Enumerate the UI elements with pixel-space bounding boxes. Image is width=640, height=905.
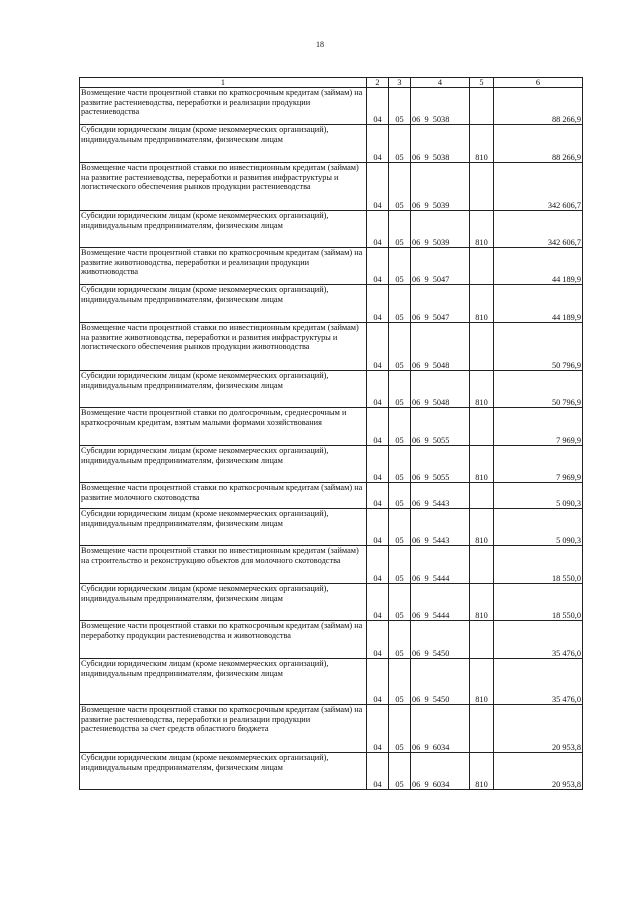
row-subsection: 05 <box>389 621 411 659</box>
row-subsection: 05 <box>389 659 411 705</box>
row-section: 04 <box>367 248 389 285</box>
row-subsection: 05 <box>389 323 411 371</box>
table-row <box>80 621 583 659</box>
table-row <box>80 659 583 705</box>
header-col-3: 3 <box>389 78 411 88</box>
row-expense-type <box>470 621 494 659</box>
table-row <box>80 88 583 125</box>
row-expense-type: 810 <box>470 285 494 323</box>
row-subsection: 05 <box>389 248 411 285</box>
row-section: 04 <box>367 621 389 659</box>
row-section: 04 <box>367 546 389 584</box>
table-row <box>80 371 583 408</box>
row-name: Возмещение части процентной ставки по инвестиционным кредитам (займам) на развитие растениеводства, переработки и развития инфраструктуры и логистического обеспечения рынков продукции растениеводства <box>80 163 367 211</box>
row-subsection: 05 <box>389 753 411 790</box>
row-name: Возмещение части процентной ставки по краткосрочным кредитам (займам) на переработку продукции растениеводства и животноводства <box>80 621 367 659</box>
row-section: 04 <box>367 705 389 753</box>
row-amount: 342 606,7 <box>494 163 583 211</box>
row-section: 04 <box>367 371 389 408</box>
row-name: Субсидии юридическим лицам (кроме некоммерческих организаций), индивидуальным предпринимателям, физическим лицам <box>80 371 367 408</box>
row-target-code: 06 9 5039 <box>411 163 470 211</box>
row-name: Субсидии юридическим лицам (кроме некоммерческих организаций), индивидуальным предпринимателям, физическим лицам <box>80 509 367 546</box>
row-name: Возмещение части процентной ставки по инвестиционным кредитам (займам) на развитие животноводства, переработки и развития инфраструктуры и логистического обеспечения рынков продукции животноводства <box>80 323 367 371</box>
row-expense-type: 810 <box>470 584 494 621</box>
row-amount: 5 090,3 <box>494 509 583 546</box>
row-amount: 35 476,0 <box>494 621 583 659</box>
row-section: 04 <box>367 753 389 790</box>
row-expense-type <box>470 88 494 125</box>
row-amount: 7 969,9 <box>494 408 583 446</box>
row-section: 04 <box>367 446 389 483</box>
row-amount: 20 953,8 <box>494 753 583 790</box>
row-name: Субсидии юридическим лицам (кроме некоммерческих организаций), индивидуальным предпринимателям, физическим лицам <box>80 753 367 790</box>
row-name: Субсидии юридическим лицам (кроме некоммерческих организаций), индивидуальным предпринимателям, физическим лицам <box>80 125 367 163</box>
row-subsection: 05 <box>389 509 411 546</box>
row-target-code: 06 9 6034 <box>411 753 470 790</box>
row-subsection: 05 <box>389 483 411 509</box>
table-row <box>80 705 583 753</box>
row-section: 04 <box>367 285 389 323</box>
page-number: 18 <box>316 40 324 49</box>
row-section: 04 <box>367 408 389 446</box>
row-amount: 35 476,0 <box>494 659 583 705</box>
row-section: 04 <box>367 88 389 125</box>
row-name: Субсидии юридическим лицам (кроме некоммерческих организаций), индивидуальным предпринимателям, физическим лицам <box>80 285 367 323</box>
row-subsection: 05 <box>389 584 411 621</box>
row-section: 04 <box>367 211 389 248</box>
header-col-5: 5 <box>470 78 494 88</box>
row-target-code: 06 9 5444 <box>411 584 470 621</box>
table-row <box>80 248 583 285</box>
row-amount: 18 550,0 <box>494 546 583 584</box>
table-body <box>80 88 583 790</box>
row-subsection: 05 <box>389 371 411 408</box>
row-amount: 44 189,9 <box>494 285 583 323</box>
row-amount: 88 266,9 <box>494 88 583 125</box>
table-row <box>80 125 583 163</box>
row-subsection: 05 <box>389 285 411 323</box>
row-expense-type <box>470 705 494 753</box>
row-target-code: 06 9 5450 <box>411 621 470 659</box>
row-section: 04 <box>367 483 389 509</box>
row-expense-type <box>470 248 494 285</box>
row-subsection: 05 <box>389 408 411 446</box>
row-expense-type: 810 <box>470 211 494 248</box>
row-target-code: 06 9 5443 <box>411 483 470 509</box>
row-subsection: 05 <box>389 163 411 211</box>
row-section: 04 <box>367 323 389 371</box>
row-amount: 50 796,9 <box>494 323 583 371</box>
row-expense-type <box>470 483 494 509</box>
row-target-code: 06 9 5047 <box>411 285 470 323</box>
row-target-code: 06 9 5444 <box>411 546 470 584</box>
row-expense-type <box>470 163 494 211</box>
row-name: Субсидии юридическим лицам (кроме некоммерческих организаций), индивидуальным предпринимателям, физическим лицам <box>80 446 367 483</box>
table-row <box>80 323 583 371</box>
row-name: Субсидии юридическим лицам (кроме некоммерческих организаций), индивидуальным предпринимателям, физическим лицам <box>80 211 367 248</box>
table-row <box>80 163 583 211</box>
row-section: 04 <box>367 584 389 621</box>
row-amount: 88 266,9 <box>494 125 583 163</box>
row-name: Возмещение части процентной ставки по долгосрочным, среднесрочным и краткосрочным кредитам, взятым малыми формами хозяйствования <box>80 408 367 446</box>
row-expense-type: 810 <box>470 125 494 163</box>
table-row <box>80 753 583 790</box>
table-row <box>80 408 583 446</box>
table-row <box>80 509 583 546</box>
row-amount: 44 189,9 <box>494 248 583 285</box>
row-section: 04 <box>367 125 389 163</box>
row-amount: 5 090,3 <box>494 483 583 509</box>
row-target-code: 06 9 5450 <box>411 659 470 705</box>
row-expense-type: 810 <box>470 659 494 705</box>
row-subsection: 05 <box>389 446 411 483</box>
row-name: Возмещение части процентной ставки по краткосрочным кредитам (займам) на развитие растениеводства, переработки и реализации продукции растениеводства <box>80 88 367 125</box>
row-expense-type: 810 <box>470 509 494 546</box>
row-target-code: 06 9 5443 <box>411 509 470 546</box>
row-subsection: 05 <box>389 125 411 163</box>
row-subsection: 05 <box>389 546 411 584</box>
header-col-1: 1 <box>80 78 367 88</box>
row-expense-type: 810 <box>470 446 494 483</box>
row-target-code: 06 9 5055 <box>411 408 470 446</box>
row-target-code: 06 9 5038 <box>411 125 470 163</box>
row-amount: 50 796,9 <box>494 371 583 408</box>
row-subsection: 05 <box>389 211 411 248</box>
header-col-4: 4 <box>411 78 470 88</box>
row-target-code: 06 9 5055 <box>411 446 470 483</box>
table-row <box>80 285 583 323</box>
row-subsection: 05 <box>389 88 411 125</box>
table-row <box>80 483 583 509</box>
row-name: Субсидии юридическим лицам (кроме некоммерческих организаций), индивидуальным предпринимателям, физическим лицам <box>80 584 367 621</box>
row-section: 04 <box>367 659 389 705</box>
row-amount: 7 969,9 <box>494 446 583 483</box>
header-col-2: 2 <box>367 78 389 88</box>
table-row <box>80 211 583 248</box>
row-name: Возмещение части процентной ставки по краткосрочным кредитам (займам) на развитие молочного скотоводства <box>80 483 367 509</box>
budget-table <box>79 77 583 790</box>
row-amount: 342 606,7 <box>494 211 583 248</box>
header-col-6: 6 <box>494 78 583 88</box>
table-row <box>80 446 583 483</box>
row-name: Возмещение части процентной ставки по краткосрочным кредитам (займам) на развитие растениеводства, переработки и реализации продукции растениеводства за счет средств областного бюджета <box>80 705 367 753</box>
row-target-code: 06 9 5047 <box>411 248 470 285</box>
row-target-code: 06 9 6034 <box>411 705 470 753</box>
row-target-code: 06 9 5048 <box>411 323 470 371</box>
row-expense-type <box>470 323 494 371</box>
row-name: Возмещение части процентной ставки по краткосрочным кредитам (займам) на развитие животноводства, переработки и реализации продукции животноводства <box>80 248 367 285</box>
row-expense-type: 810 <box>470 371 494 408</box>
table-row <box>80 546 583 584</box>
row-section: 04 <box>367 509 389 546</box>
row-amount: 20 953,8 <box>494 705 583 753</box>
row-expense-type: 810 <box>470 753 494 790</box>
row-name: Субсидии юридическим лицам (кроме некоммерческих организаций), индивидуальным предпринимателям, физическим лицам <box>80 659 367 705</box>
row-target-code: 06 9 5039 <box>411 211 470 248</box>
table-header-row <box>80 78 583 88</box>
row-name: Возмещение части процентной ставки по инвестиционным кредитам (займам) на строительство и реконструкцию объектов для молочного скотоводства <box>80 546 367 584</box>
row-subsection: 05 <box>389 705 411 753</box>
row-expense-type <box>470 546 494 584</box>
row-target-code: 06 9 5038 <box>411 88 470 125</box>
row-amount: 18 550,0 <box>494 584 583 621</box>
table-row <box>80 584 583 621</box>
row-section: 04 <box>367 163 389 211</box>
row-target-code: 06 9 5048 <box>411 371 470 408</box>
row-expense-type <box>470 408 494 446</box>
